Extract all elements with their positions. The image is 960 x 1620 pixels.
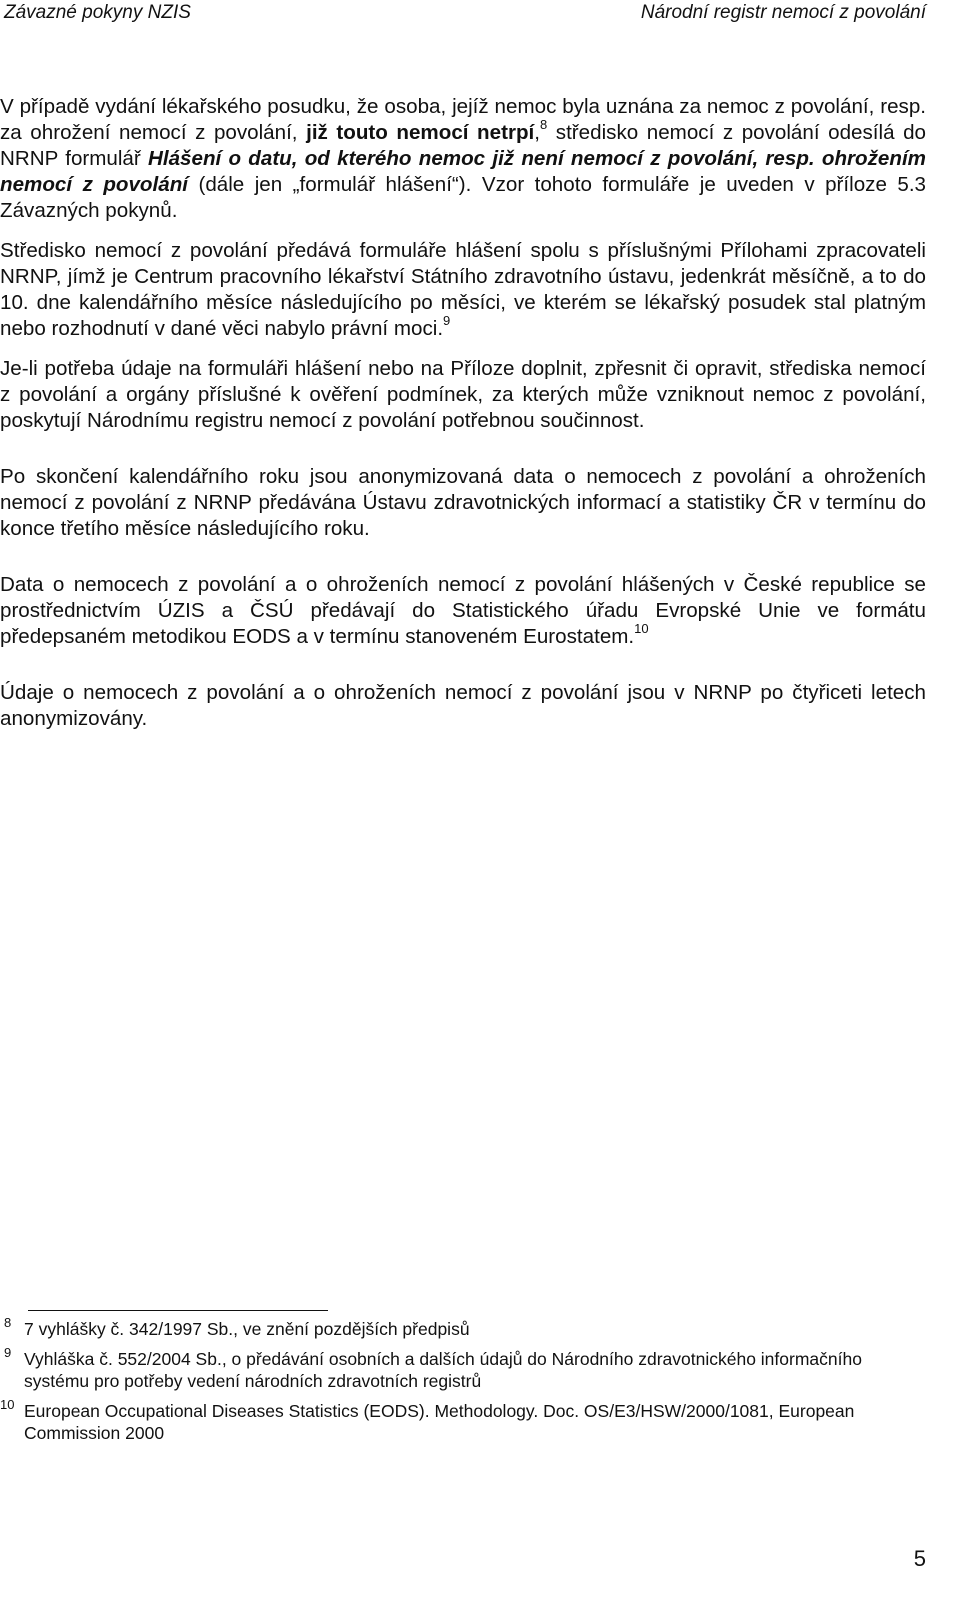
paragraph-1-text-b: , — [534, 121, 540, 144]
footnote-text: 7 vyhlášky č. 342/1997 Sb., ve znění pozdějších předpisů — [24, 1319, 470, 1339]
header-section-title: Národní registr nemocí z povolání — [640, 2, 926, 23]
footnote-ref-10[interactable]: 10 — [634, 621, 649, 637]
paragraph-1-form-name: Hlášení o datu, od kterého nemoc již není nemocí z povolání, resp. ohrožením nemocí z povolání — [0, 147, 926, 196]
footnote-text: European Occupational Diseases Statistics (EODS). Methodology. Doc. OS/E3/HSW/2000/1081, European Commission 2000 — [24, 1401, 855, 1443]
paragraph-1-text-c: středisko nemocí z povolání odesílá do NRNP formulář — [0, 121, 926, 170]
paragraph-4 — [0, 464, 926, 542]
paragraph-6-text: Údaje o nemocech z povolání a o ohroženích nemocí z povolání jsou v NRNP po čtyřiceti letech anonymizovány. — [0, 681, 926, 730]
paragraph-1-text-a: V případě vydání lékařského posudku, že osoba, jejíž nemoc byla uznána za nemoc z povolání, resp. za ohrožení nemocí z povolání, — [0, 95, 926, 144]
paragraph-6 — [0, 680, 926, 732]
page-header — [0, 0, 960, 28]
footnote-10 — [0, 1397, 930, 1444]
main-content — [0, 94, 926, 746]
paragraph-4-text: Po skončení kalendářního roku jsou anonymizovaná data o nemocech z povolání a ohroženích nemocí z povolání z NRNP předávána Ústavu zdravotnických informací a statistiky ČR v termínu do konce třetího měsíce následujícího roku. — [0, 465, 926, 540]
page-number: 5 — [913, 1546, 926, 1571]
paragraph-5 — [0, 572, 926, 650]
header-document-title: Závazné pokyny NZIS — [4, 2, 191, 23]
paragraph-1 — [0, 94, 926, 224]
paragraph-3 — [0, 356, 926, 434]
paragraph-1-text-d: (dále jen „formulář hlášení“). Vzor tohoto formuláře je uveden v příloze 5.3 Závazných pokynů. — [0, 173, 926, 222]
footnote-8 — [0, 1315, 930, 1340]
paragraph-2 — [0, 238, 926, 342]
footnote-9 — [0, 1345, 930, 1392]
footnote-number: 10 — [0, 1397, 15, 1412]
footnote-number: 9 — [4, 1345, 12, 1360]
footnotes — [0, 1315, 930, 1452]
footnote-ref-8[interactable]: 8 — [540, 117, 548, 133]
paragraph-2-text: Středisko nemocí z povolání předává formuláře hlášení spolu s příslušnými Přílohami zpracovateli NRNP, jímž je Centrum pracovního lékařství Státního zdravotního ústavu, jedenkrát měsíčně, a to do 10. dne kalendářního měsíce následujícího po měsíci, ve kterém se lékařský posudek stal platným nebo rozhodnutí v dané věci nabylo právní moci. — [0, 239, 926, 340]
footnote-divider — [28, 1310, 328, 1311]
paragraph-3-text: Je-li potřeba údaje na formuláři hlášení nebo na Příloze doplnit, zpřesnit či opravit, střediska nemocí z povolání a orgány příslušné k ověření podmínek, za kterých může vzniknout nemoc z povolání, poskytují Národnímu registru nemocí z povolání potřebnou součinnost. — [0, 357, 926, 432]
footnote-ref-9[interactable]: 9 — [443, 313, 451, 329]
paragraph-5-text: Data o nemocech z povolání a o ohroženích nemocí z povolání hlášených v České republice se prostřednictvím ÚZIS a ČSÚ předávají do Statistického úřadu Evropské Unie ve formátu předepsaném metodikou EODS a v termínu stanoveném Eurostatem. — [0, 573, 926, 648]
footnote-text: Vyhláška č. 552/2004 Sb., o předávání osobních a dalších údajů do Národního zdravotnického informačního systému pro potřeby vedení národních zdravotních registrů — [24, 1349, 862, 1391]
paragraph-1-bold: již touto nemocí netrpí — [306, 121, 535, 144]
footnote-number: 8 — [4, 1315, 12, 1330]
